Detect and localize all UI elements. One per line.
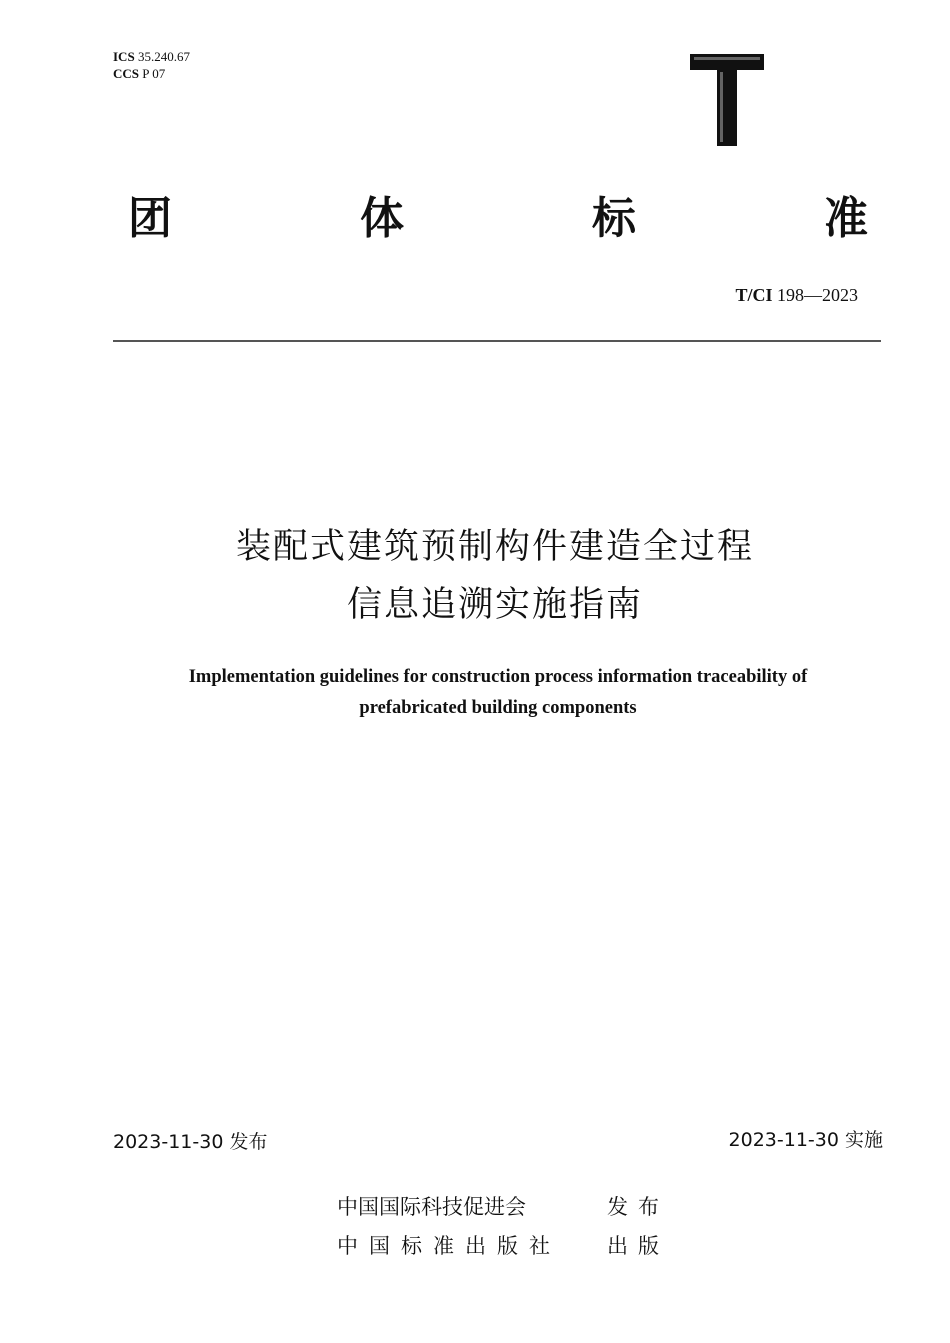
title-english: [120, 662, 876, 724]
doc-type-char: 标: [592, 193, 636, 244]
t-logo-icon: [690, 54, 764, 146]
ics-code: [113, 48, 190, 65]
standard-prefix: T/CI: [735, 285, 773, 305]
classification-codes: [113, 48, 190, 82]
doc-type-char: 体: [360, 193, 404, 244]
header-divider: [113, 340, 881, 342]
implementation-date: 2023-11-30 实施: [728, 1129, 883, 1151]
standard-number: [735, 284, 858, 306]
doc-type-char: 准: [824, 193, 868, 244]
doc-type-char: 团: [128, 193, 172, 244]
ccs-label: CCS: [113, 66, 140, 81]
document-type: [128, 192, 868, 246]
publisher-role: 出版: [607, 1234, 669, 1258]
title-en-line-1: Implementation guidelines for construction process information traceability of: [188, 667, 808, 687]
ccs-value: P 07: [142, 66, 166, 81]
title-cn-line-1: 装配式建筑预制构件建造全过程: [235, 527, 754, 567]
publisher-role: 发布: [607, 1195, 669, 1219]
title-chinese: [0, 518, 950, 634]
publisher-name: 中国标准出版社: [337, 1234, 561, 1258]
ics-value: 35.240.67: [137, 49, 190, 64]
publisher-row: [337, 1188, 669, 1227]
standard-value: 198—2023: [777, 285, 858, 305]
publishers: [337, 1188, 669, 1266]
ccs-code: [113, 65, 190, 82]
issue-date: 2023-11-30 发布: [113, 1131, 268, 1153]
ics-label: ICS: [113, 49, 135, 64]
publisher-row: [337, 1227, 669, 1266]
title-en-line-2: prefabricated building components: [359, 698, 637, 718]
title-cn-line-2: 信息追溯实施指南: [346, 585, 643, 625]
publisher-name: 中国国际科技促进会: [337, 1195, 526, 1219]
